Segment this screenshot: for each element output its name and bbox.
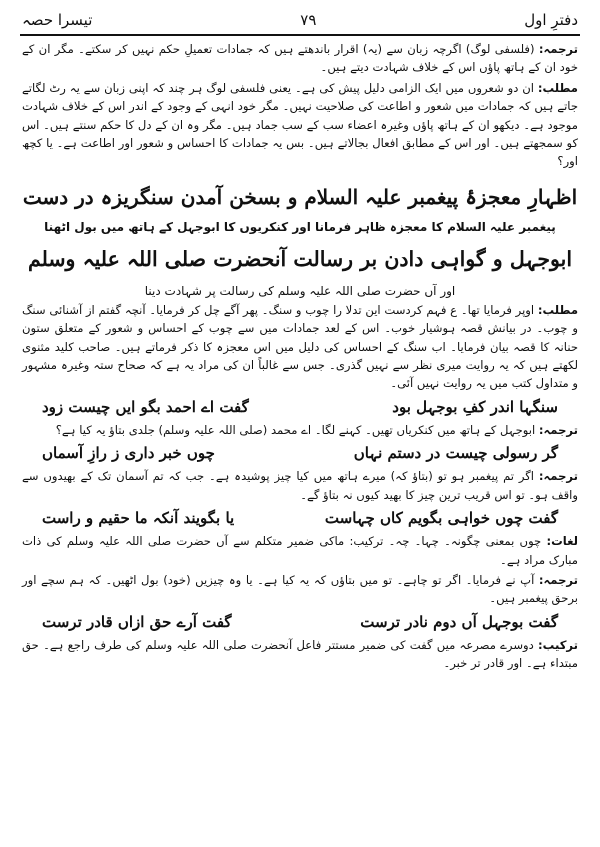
section-title-continued: ابوجہل و گواہی دادن بر رسالت آنحضرت صلی اللہ علیہ وسلم: [27, 246, 573, 271]
verse-couplet-4: [22, 610, 578, 634]
para-lead: ترجمہ:: [538, 572, 578, 587]
para-lead: مطلب:: [537, 80, 578, 95]
verse-hemistich-right: گفت چوں خواہی بگویم کاں چہاست: [324, 509, 558, 528]
verse-hemistich-right: گفت بوجہل آں دوم نادر ترست: [360, 612, 558, 631]
para-lead: ترجمہ:: [538, 469, 578, 484]
verse-hemistich-left: گفت اے احمد بگو ایں چیست زود: [42, 397, 249, 416]
header-section-right: دفترِ اول: [524, 11, 578, 29]
para-lead: مطلب:: [537, 302, 579, 317]
verse-hemistich-left: یا بگویند آنکہ ما حقیم و راست: [42, 509, 235, 528]
paragraph-vocabulary: [22, 532, 578, 569]
paragraph-translation-4: [22, 571, 578, 608]
verse-couplet-2: [22, 441, 578, 465]
verse-hemistich-left: چوں خبر داری ز رازِ آسماں: [42, 444, 215, 463]
header-rule: [20, 34, 580, 36]
para-text: آپ نے فرمایا۔ اگر تو چاہے۔ تو میں بتاؤں کہ یہ کیا ہے۔ یا وہ چیزیں (خود) بول اٹھیں۔ کہ ہم سچے اور برحق پیغمبر ہیں۔: [22, 572, 578, 606]
paragraph-translation-3: [22, 467, 578, 504]
verse-hemistich-right: گر رسولی چیست در دستم نہاں: [353, 444, 558, 463]
page-number: ۷۹: [300, 11, 317, 29]
section-title: اظہارِ معجزۂ پیغمبر علیہ السلام و بسخن آمدن سنگریزہ در دست: [22, 184, 578, 209]
page-content: [22, 40, 578, 841]
para-lead: لغات:: [546, 534, 578, 549]
para-text: اوپر فرمایا تھا۔ ع فہم کردست این تدلا را چوب و سنگ۔ پھر آگے چل کر فرمایا۔ آنچہ گفتم از آشنائی سنگ و چوب۔ در بیانش قصہ ہوشیار خوب۔ اس کے لعد جمادات میں سے چوب کے احساس و شعور کے متعلق ستون حنانہ کا قصہ بیان فرمایا۔ اب سنگ کے احساس کی دلیل میں اس معجزہ کا ذکر فرماتے ہیں۔ صاحب کلید مثنوی لکھتے ہیں کہ یہ روایت میری نظر سے نہیں گذری۔ جس سے غالباً ان کی مراد یہ ہے کہ صحاح ستہ وغیرہ مشہور و متداول کتب میں یہ روایت نہیں آئی۔: [22, 302, 578, 391]
para-text: (فلسفی لوگ) اگرچہ زبان سے (یہ) اقرار باندھتے ہیں کہ جمادات تعمیلِ حکم نہیں کر سکتے۔ مگر ان کے خود ان کے ہاتھ پاؤں اس کے خلاف شہادت دیتے ہیں۔: [22, 42, 578, 75]
paragraph-explanation-1: [22, 79, 578, 171]
paragraph-translation-1: [22, 40, 578, 77]
para-lead: ترجمہ:: [538, 42, 578, 56]
page-header: [22, 8, 578, 32]
paragraph-explanation-2: [22, 301, 578, 393]
para-lead: ترجمہ:: [538, 422, 578, 437]
section-title-caption: اور آں حضرت صلی اللہ علیہ وسلم کی رسالت پر شہادت دینا: [144, 283, 456, 298]
para-text: ان دو شعروں میں ایک الزامی دلیل پیش کی ہے۔ یعنی فلسفی لوگ ہر چند کہ اپنی زبان سے یہ رٹ لگاتے جاتے ہیں کہ جمادات میں شعور و اطاعت کی صلاحیت نہیں۔ مگر خود انہی کے وجود کے اندر اس کے خلاف شہادت موجود ہے۔ دیکھو ان کے ہاتھ پاؤں وغیرہ اعضاء سب کے سب جماد ہیں۔ مگر وہ ان کے دل کا حکم سنتے ہیں۔ اس کو سمجھتے ہیں۔ اور اس کے مطابق افعال بجالاتے ہیں۔ بس یہ جمادات کا احساس و شعور اور اطاعت ہے۔ یا کچھ اور؟: [22, 80, 578, 169]
para-text: دوسرے مصرعہ میں گفت کی ضمیر مستتر فاعل آنحضرت صلی اللہ علیہ وسلم کی طرف راجع ہے۔ حق مبتداء ہے۔ اور قادر تر خبر۔: [22, 637, 578, 671]
para-lead: ترکیب:: [538, 637, 578, 652]
para-text: چوں بمعنی چگونہ۔ چہا۔ چہ۔ ترکیب: ماکی ضمیر متکلم سے آں حضرت صلی اللہ علیہ وسلم کی ذات مبارک مراد ہے۔: [22, 534, 578, 567]
header-section-left: تیسرا حصہ: [22, 11, 93, 29]
section-subtitle: پیغمبر علیہ السلام کا معجزہ ظاہر فرمانا اور کنکریوں کا ابوجہل کے ہاتھ میں بول اٹھنا: [44, 219, 556, 234]
verse-couplet-3: [22, 506, 578, 530]
verse-hemistich-right: سنگہا اندر کفِ بوجہل بود: [392, 397, 558, 416]
paragraph-translation-2: [22, 421, 578, 439]
paragraph-grammar: [22, 636, 578, 673]
verse-couplet-1: [22, 395, 578, 419]
para-text: اگر تم پیغمبر ہو تو (بتاؤ کہ) میرے ہاتھ میں کیا چیز پوشیدہ ہے۔ جب کہ تم آسمان تک کے بھیدوں سے واقف ہو۔ تو اس قریب ترین چیز کا بھید کیوں نہ بتاؤ گے۔: [22, 469, 578, 502]
para-text: ابوجہل کے ہاتھ میں کنکریاں تھیں۔ کہنے لگا۔ اے محمد (صلی اللہ علیہ وسلم) جلدی بتاؤ یہ کیا ہے؟: [55, 422, 536, 437]
verse-hemistich-left: گفت آرے حق ازاں قادر ترست: [42, 612, 232, 631]
